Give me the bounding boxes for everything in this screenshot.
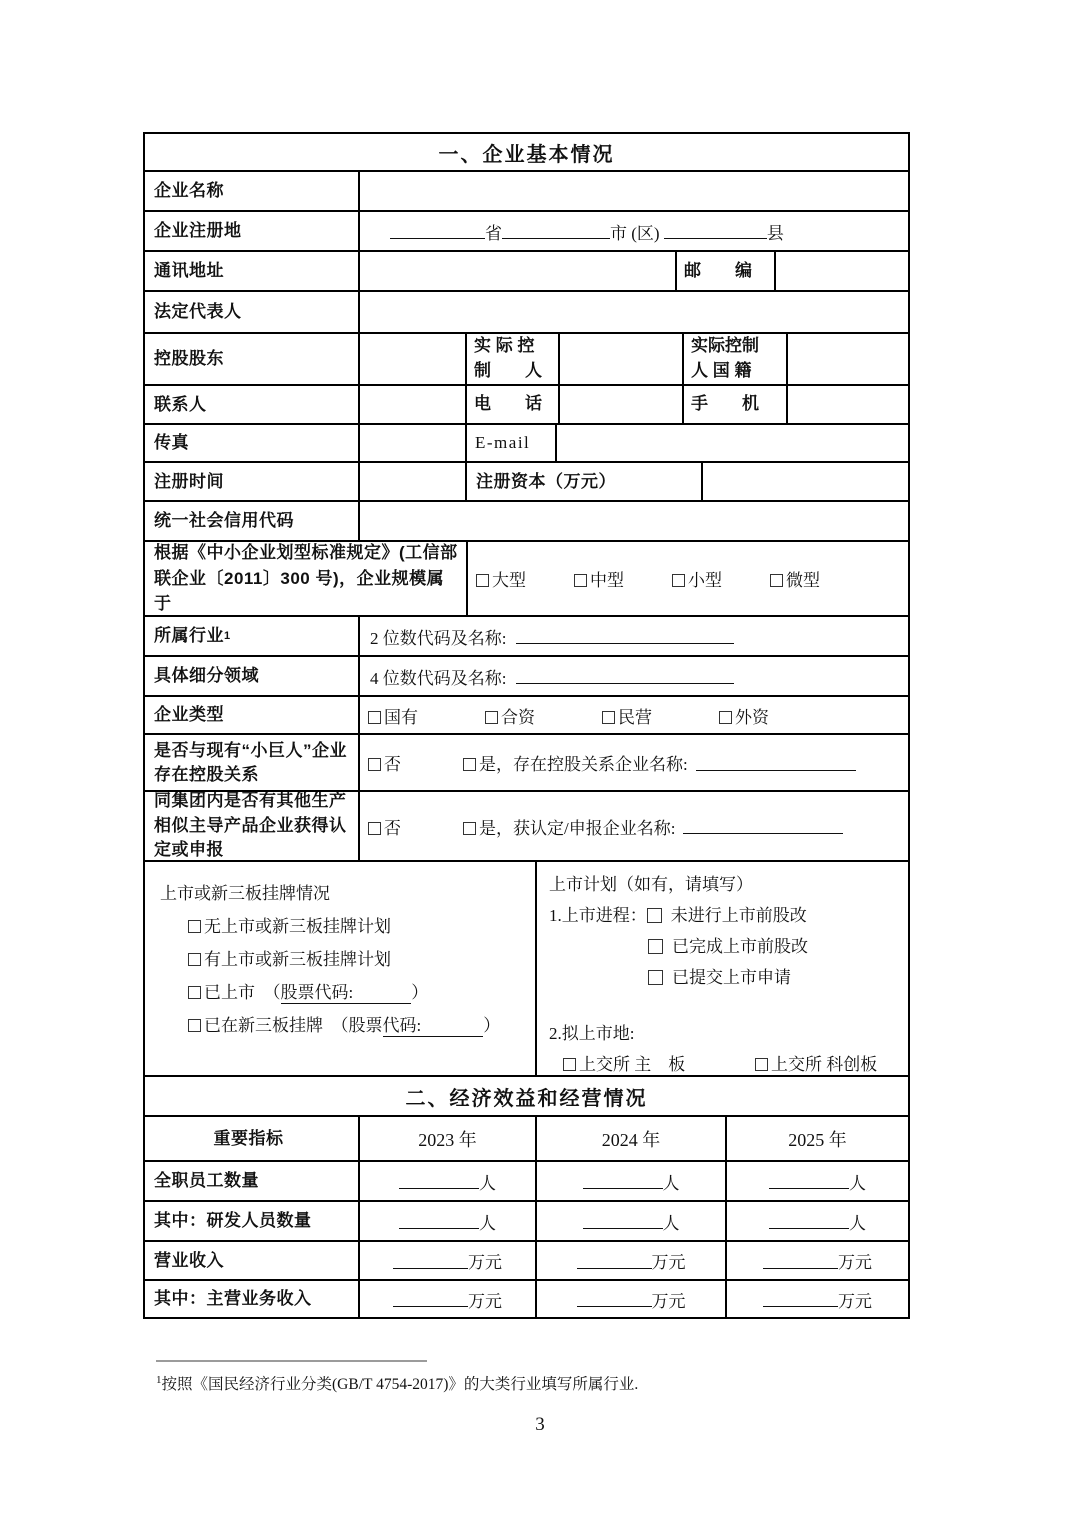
blank-line[interactable]: [353, 986, 411, 1001]
checkbox-icon[interactable]: [574, 574, 587, 587]
scale-option-medium: 中型: [574, 566, 624, 591]
row-fax-email: [145, 423, 908, 461]
checkbox-icon[interactable]: [463, 758, 476, 771]
row-main-revenue: [145, 1279, 908, 1317]
venue-sse-star: 上交所 科创板: [755, 1049, 877, 1075]
checkbox-icon[interactable]: [770, 574, 783, 587]
listing-option-neeq: 已在新三板挂牌 （股票代码: ）: [188, 1009, 535, 1042]
enterprise-scale-options: [466, 542, 908, 615]
legal-representative-label: 法定代表人: [154, 302, 242, 322]
row-company-type: [145, 695, 908, 733]
employees-2024: 人: [535, 1162, 725, 1200]
contact-person-label: 联系人: [154, 394, 207, 414]
rd-staff-2023: 人: [358, 1202, 535, 1240]
blank-line[interactable]: [393, 1291, 468, 1307]
credit-code-label: 统一社会信用代码: [154, 511, 294, 531]
registered-place-value: [358, 212, 908, 250]
postal-code-value[interactable]: [774, 252, 908, 290]
giant-relation-options: [358, 735, 908, 790]
main-revenue-label: 其中：主营业务收入: [154, 1289, 312, 1309]
row-address: [145, 250, 908, 290]
main-revenue-2025: 万元: [725, 1281, 908, 1317]
company-name-label: 企业名称: [154, 181, 224, 201]
scale-option-micro: 微型: [770, 566, 820, 591]
employees-2023: 人: [358, 1162, 535, 1200]
indicator-header-label: 重要指标: [213, 1128, 284, 1148]
footnote-marker: 1: [156, 1373, 162, 1386]
postal-code-label: 邮 编: [675, 252, 774, 290]
credit-code-value[interactable]: [358, 502, 908, 540]
giant-relation-label: 是否与现有“小巨人”企业存在控股关系: [154, 741, 347, 784]
footnote-text: $^1$按照《国民经济行业分类(GB/T 4754-2017)》的大类行业填写所属行业.: [156, 1373, 639, 1393]
listing-option-has-plan: 有上市或新三板挂牌计划: [188, 943, 535, 976]
indicator-header-row: [145, 1115, 908, 1160]
row-controlling-shareholder: [145, 332, 908, 384]
checkbox-icon[interactable]: [672, 574, 685, 587]
row-giant-relation: [145, 733, 908, 790]
revenue-2024: 万元: [535, 1242, 725, 1279]
year-header-2025: 2025 年: [725, 1117, 908, 1160]
listing-progress-line3: 已提交上市申请: [648, 962, 908, 993]
blank-line[interactable]: [516, 628, 734, 644]
phone-label: 电 话: [465, 386, 558, 423]
main-revenue-2024: 万元: [535, 1281, 725, 1317]
mobile-label: 手 机: [682, 386, 786, 423]
actual-controller-label: 实 际 控 制 人: [465, 334, 558, 384]
fax-label: 传真: [154, 433, 189, 453]
checkbox-icon[interactable]: [476, 574, 489, 587]
blank-line[interactable]: [769, 1173, 849, 1189]
revenue-2025: 万元: [725, 1242, 908, 1279]
registered-capital-label: 注册资本（万元）: [465, 463, 701, 500]
group-option-yes: 是，获认定/申报企业名称:: [463, 814, 675, 839]
blank-line[interactable]: [399, 1213, 479, 1229]
checkbox-icon[interactable]: [188, 953, 201, 966]
rd-staff-2025: 人: [725, 1202, 908, 1240]
actual-controller-value[interactable]: [558, 334, 682, 384]
row-enterprise-scale: [145, 540, 908, 615]
email-label: E-mail: [465, 425, 555, 461]
form-table: [143, 132, 910, 1319]
type-option-joint-venture: 合资: [485, 703, 535, 728]
listing-option-no-plan: 无上市或新三板挂牌计划: [188, 910, 535, 943]
checkbox-icon[interactable]: [368, 711, 381, 724]
checkbox-icon[interactable]: [755, 1058, 768, 1071]
registration-time-label: 注册时间: [154, 471, 224, 491]
blank-line[interactable]: [763, 1253, 838, 1269]
registration-time-value[interactable]: [358, 463, 465, 500]
blank-line[interactable]: [763, 1291, 838, 1307]
main-revenue-2023: 万元: [358, 1281, 535, 1317]
row-industry: [145, 615, 908, 655]
industry-label: 所属行业 1: [154, 626, 231, 646]
blank-line[interactable]: [769, 1213, 849, 1229]
checkbox-icon[interactable]: [563, 1058, 576, 1071]
checkbox-icon[interactable]: [602, 711, 615, 724]
group-application-options: [358, 792, 908, 860]
controlling-shareholder-label: 控股股东: [154, 349, 224, 369]
listing-status-cell: [145, 862, 535, 1075]
venue-sse-main: 上交所 主 板: [563, 1049, 755, 1075]
unit-city: 市 (区): [610, 223, 660, 243]
rd-staff-label: 其中：研发人员数量: [154, 1211, 312, 1231]
registered-place-label: 企业注册地: [154, 221, 242, 241]
type-option-private: 民营: [602, 703, 652, 728]
revenue-label: 营业收入: [154, 1250, 224, 1270]
row-registered-place: [145, 210, 908, 250]
year-header-2024: 2024 年: [535, 1117, 725, 1160]
controller-nationality-label: 实际控制 人 国 籍: [682, 334, 786, 384]
row-legal-representative: [145, 290, 908, 332]
row-company-name: [145, 170, 908, 210]
company-name-value[interactable]: [358, 172, 908, 210]
listing-option-listed: 已上市 （股票代码: ）: [188, 976, 535, 1009]
rd-staff-2024: 人: [535, 1202, 725, 1240]
email-value[interactable]: [555, 425, 908, 461]
row-contact-person: [145, 384, 908, 423]
blank-line[interactable]: [516, 668, 734, 684]
checkbox-icon[interactable]: [188, 986, 201, 999]
row-segment: [145, 655, 908, 695]
scale-option-small: 小型: [672, 566, 722, 591]
section2-title: 二、经济效益和经营情况: [405, 1087, 648, 1110]
footnote-divider: [156, 1360, 427, 1362]
row-rd-staff: [145, 1200, 908, 1240]
listing-progress-line1: 1.上市进程： 未进行上市前股改: [549, 906, 807, 925]
segment-label: 具体细分领域: [154, 666, 259, 686]
enterprise-scale-label: 根据《中小企业划型标准规定》(工信部联企业〔2011〕300 号)，企业规模属于: [154, 543, 458, 614]
blank-line[interactable]: [399, 1173, 479, 1189]
contact-person-value[interactable]: [358, 386, 465, 423]
group-application-label: 同集团内是否有其他生产相似主导产品企业获得认定或申报: [154, 792, 347, 860]
checkbox-icon[interactable]: [368, 758, 381, 771]
checkbox-icon[interactable]: [719, 711, 732, 724]
checkbox-icon[interactable]: [485, 711, 498, 724]
venue-label: 2.拟上市地:: [549, 1024, 635, 1043]
listing-progress-line2: 已完成上市前股改: [648, 931, 908, 962]
scale-option-large: 大型: [476, 566, 526, 591]
row-revenue: [145, 1240, 908, 1279]
checkbox-icon[interactable]: [463, 822, 476, 835]
year-header-2023: 2023 年: [358, 1117, 535, 1160]
venue-options: [563, 1049, 908, 1075]
company-type-label: 企业类型: [154, 705, 224, 725]
blank-line[interactable]: [393, 1253, 468, 1269]
checkbox-icon[interactable]: [648, 939, 663, 954]
checkbox-icon[interactable]: [188, 1019, 201, 1032]
controller-nationality-value[interactable]: [786, 334, 908, 384]
listing-plan-cell: [535, 862, 908, 1075]
giant-option-no: 否: [368, 750, 401, 775]
checkbox-icon[interactable]: [188, 920, 201, 933]
blank-line[interactable]: [696, 755, 856, 771]
blank-line[interactable]: [577, 1253, 652, 1269]
page-number: 3: [535, 1414, 545, 1435]
checkbox-icon[interactable]: [368, 822, 381, 835]
unit-county: 县: [766, 223, 784, 243]
blank-line[interactable]: [502, 223, 610, 239]
registered-capital-value[interactable]: [701, 463, 908, 500]
row-credit-code: [145, 500, 908, 540]
row-registration: [145, 461, 908, 500]
fax-value[interactable]: [358, 425, 465, 461]
checkbox-icon[interactable]: [647, 908, 662, 923]
address-label: 通讯地址: [154, 261, 224, 281]
phone-value[interactable]: [558, 386, 682, 423]
blank-line[interactable]: [683, 818, 843, 834]
section1-title-row: [145, 134, 908, 170]
blank-line[interactable]: [390, 223, 485, 239]
listing-plan-title: 上市计划（如有，请填写）: [549, 875, 753, 894]
industry-value: 2 位数代码及名称:: [358, 617, 908, 655]
employees-label: 全职员工数量: [154, 1171, 259, 1191]
employees-2025: 人: [725, 1162, 908, 1200]
mobile-value[interactable]: [786, 386, 908, 423]
blank-line[interactable]: [583, 1213, 663, 1229]
controlling-shareholder-value[interactable]: [358, 334, 465, 384]
blank-line[interactable]: [664, 223, 767, 239]
row-listing-status: [145, 860, 908, 1075]
segment-value: 4 位数代码及名称:: [358, 657, 908, 695]
address-value[interactable]: [358, 252, 675, 290]
row-group-application: [145, 790, 908, 860]
row-employees: [145, 1160, 908, 1200]
group-option-no: 否: [368, 814, 401, 839]
blank-line[interactable]: [577, 1291, 652, 1307]
revenue-2023: 万元: [358, 1242, 535, 1279]
legal-representative-value[interactable]: [358, 292, 908, 332]
unit-province: 省: [485, 223, 502, 243]
blank-line[interactable]: [583, 1173, 663, 1189]
type-option-state-owned: 国有: [368, 703, 418, 728]
blank-line[interactable]: [421, 1019, 483, 1034]
giant-option-yes: 是，存在控股关系企业名称:: [463, 750, 688, 775]
checkbox-icon[interactable]: [648, 970, 663, 985]
section1-title: 一、企业基本情况: [438, 143, 615, 166]
listing-status-title: 上市或新三板挂牌情况: [160, 884, 330, 903]
type-option-foreign: 外资: [719, 703, 769, 728]
section2-title-row: [145, 1075, 908, 1115]
company-type-options: [358, 697, 908, 733]
